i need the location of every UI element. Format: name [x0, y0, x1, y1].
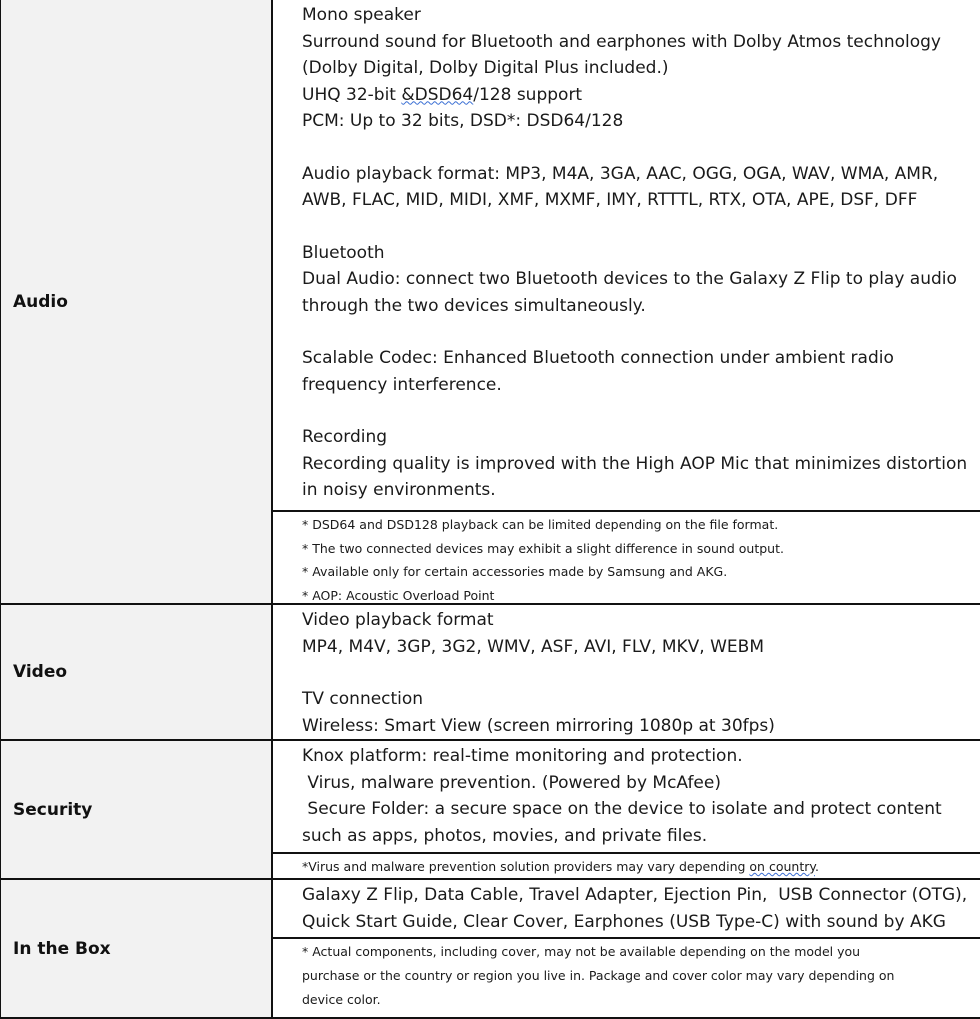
- spec-line: Recording quality is improved with the High AOP Mic that minimizes distortion: [302, 453, 968, 474]
- spec-line: Video playback format: [302, 610, 494, 630]
- spec-line: Scalable Codec: Enhanced Bluetooth connection under ambient radio: [302, 348, 894, 368]
- footnote: [302, 855, 975, 878]
- spec-line: in noisy environments.: [302, 480, 496, 500]
- spec-line-uhq: [302, 82, 975, 109]
- footnote: * Available only for certain accessories made by Samsung and AKG.: [302, 564, 728, 579]
- spec-line: TV connection: [302, 689, 424, 709]
- footnote: purchase or the country or region you live in. Package and cover color may vary depending on: [302, 968, 895, 983]
- box-contents: [273, 880, 980, 937]
- row-label-cell: [0, 740, 272, 879]
- spec-line: Recording: [302, 427, 388, 447]
- footnote: device color.: [302, 992, 381, 1007]
- blank-line: [302, 398, 975, 424]
- audio-footnotes: [273, 510, 980, 603]
- spec-line: (Dolby Digital, Dolby Digital Plus included.): [302, 58, 669, 78]
- spec-line: Surround sound for Bluetooth and earphones with Dolby Atmos technology: [302, 31, 941, 52]
- row-content-cell: [272, 0, 980, 604]
- spec-line: Bluetooth: [302, 242, 385, 263]
- spec-line: through the two devices simultaneously.: [302, 295, 646, 316]
- spec-row-security: [0, 740, 980, 879]
- row-label-in-the-box: In the Box: [13, 938, 111, 959]
- row-content-cell: [272, 879, 980, 1018]
- security-specs: [273, 741, 980, 852]
- video-specs: [273, 605, 980, 739]
- footnote: * DSD64 and DSD128 playback can be limited depending on the file format.: [302, 517, 779, 532]
- blank-line: [302, 214, 975, 240]
- row-label-audio: Audio: [13, 291, 68, 312]
- row-content-cell: [272, 740, 980, 879]
- spec-line: Secure Folder: a secure space on the device to isolate and protect content: [302, 799, 942, 819]
- spec-line: Mono speaker: [302, 5, 421, 25]
- spec-row-video: [0, 604, 980, 740]
- row-label-video: Video: [13, 662, 68, 682]
- footnote: * The two connected devices may exhibit a slight difference in sound output.: [302, 540, 784, 556]
- footnote-text: *Virus and malware prevention solution providers may vary depending: [302, 859, 750, 874]
- blank-line: [302, 135, 975, 161]
- audio-specs: [273, 0, 980, 510]
- spellcheck-marked-text: on country: [749, 859, 815, 874]
- footnote: * AOP: Acoustic Overload Point: [302, 587, 495, 603]
- spec-row-in-the-box: [0, 879, 980, 1018]
- footnote: * Actual components, including cover, may not be available depending on the model you: [302, 944, 861, 959]
- spec-line: PCM: Up to 32 bits, DSD*: DSD64/128: [302, 111, 624, 131]
- blank-line: [302, 319, 975, 345]
- row-label-cell: [0, 879, 272, 1018]
- spec-line: frequency interference.: [302, 374, 502, 395]
- security-footnote: [273, 852, 980, 878]
- row-label-security: Security: [13, 799, 93, 820]
- spec-line: Dual Audio: connect two Bluetooth devices to the Galaxy Z Flip to play audio: [302, 269, 957, 289]
- spec-line: Galaxy Z Flip, Data Cable, Travel Adapter, Ejection Pin, USB Connector (OTG),: [302, 885, 968, 905]
- row-label-cell: [0, 604, 272, 740]
- spec-line: AWB, FLAC, MID, MIDI, XMF, MXMF, IMY, RTTTL, RTX, OTA, APE, DSF, DFF: [302, 190, 918, 210]
- spec-line: Knox platform: real-time monitoring and protection.: [302, 746, 743, 766]
- box-footnotes: [273, 937, 980, 1017]
- blank-line: [302, 660, 975, 686]
- spec-line: MP4, M4V, 3GP, 3G2, WMV, ASF, AVI, FLV, MKV, WEBM: [302, 636, 764, 657]
- footnote-text: .: [814, 859, 819, 874]
- spec-line: Audio playback format: MP3, M4A, 3GA, AAC, OGG, OGA, WAV, WMA, AMR,: [302, 163, 939, 184]
- row-content-cell: [272, 604, 980, 740]
- row-label-cell: [0, 0, 272, 604]
- spec-line: Wireless: Smart View (screen mirroring 1080p at 30fps): [302, 715, 775, 736]
- spellcheck-marked-text: &DSD64: [401, 84, 474, 105]
- spec-line: Quick Start Guide, Clear Cover, Earphones (USB Type-C) with sound by AKG: [302, 911, 946, 932]
- spec-text: UHQ 32-bit: [302, 84, 402, 105]
- spec-line: such as apps, photos, movies, and private files.: [302, 825, 708, 846]
- spec-line: Virus, malware prevention. (Powered by McAfee): [302, 772, 721, 793]
- spec-text: /128 support: [473, 84, 583, 105]
